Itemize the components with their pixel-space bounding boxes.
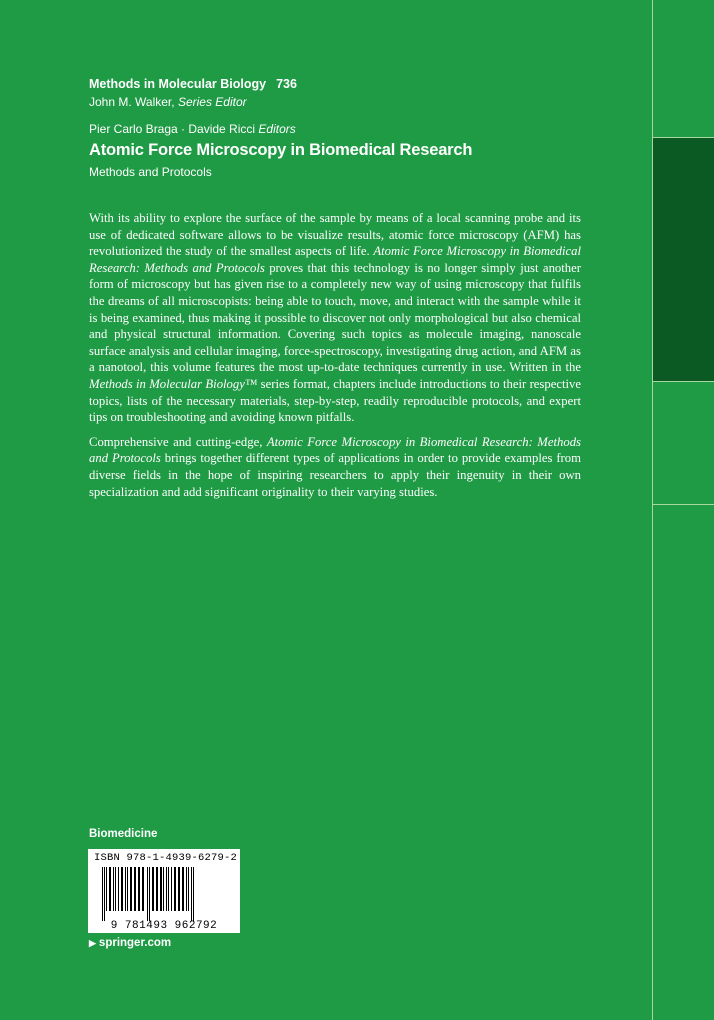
text-run: Comprehensive and cutting-edge, (89, 434, 267, 449)
series-number: 736 (276, 77, 297, 91)
editors (89, 122, 296, 136)
barcode-bar (147, 867, 148, 921)
barcode-bar (134, 867, 136, 911)
book-title: Atomic Force Microscopy in Biomedical Research (89, 141, 473, 159)
barcode-bar (168, 867, 169, 911)
publisher-link[interactable] (89, 937, 171, 949)
description (89, 210, 581, 508)
barcode-bar (156, 867, 158, 911)
italic-title-run: Atomic Force Microscopy in Biomedical Research: Methods and Protocols (89, 434, 581, 466)
barcode-bar (152, 867, 154, 911)
text-run: series format, chapters include introductions to their respective topics, lists of the necessary materials, step-by-step, readily reproducible protocols, and expert tips on troubleshooting and avoiding known pitfalls. (89, 376, 582, 425)
description-paragraph-2 (89, 434, 581, 500)
editors-role: Editors (258, 122, 296, 136)
series-editor-name: John M. Walker, (89, 95, 175, 109)
book-subtitle: Methods and Protocols (89, 165, 212, 179)
text-run: With its ability to explore the surface of the sample by means of a local scanning probe and its use of dedicated software allows to be visualize results, atomic force microscopy (AFM) has revolutionized the study of the smallest aspects of life. (89, 211, 581, 259)
barcode-bar (127, 867, 128, 911)
barcode-bar (121, 867, 123, 911)
italic-title-run: Methods in Molecular Biology™ (89, 376, 258, 391)
text-run: brings together different types of applications in order to provide examples from diverse fields in the hope of inspiring researchers to apply their ingenuity in their own specialization and add significant originality to their varying studies. (89, 451, 581, 499)
barcode-bar (160, 867, 162, 911)
barcode-bar (171, 867, 172, 911)
barcode-bar (174, 867, 176, 911)
barcode-bar (191, 867, 192, 921)
spine-rule (653, 504, 714, 505)
series-heading (89, 77, 297, 91)
barcode-bar (125, 867, 126, 911)
barcode-bar (193, 867, 194, 921)
barcode-bar (106, 867, 107, 911)
category-label: Biomedicine (89, 828, 158, 840)
barcode-bar (102, 867, 103, 921)
barcode-bar (178, 867, 180, 911)
isbn-text: ISBN 978-1-4939-6279-2 (94, 852, 238, 864)
editor-names: Pier Carlo Braga · Davide Ricci (89, 122, 256, 136)
barcode-bar (142, 867, 144, 911)
barcode-bar (186, 867, 187, 911)
barcode-bar (113, 867, 114, 911)
barcode-bar (188, 867, 189, 911)
isbn-barcode (88, 849, 240, 933)
text-run: proves that this technology is no longer simply just another form of microscopy but has given rise to a completely new way of using microscopy that fulfils the dreams of all microscopists: being able to touch, move, and interact with the sample while it is being examined, thus making it possible to discover not only morphological but also chemical and physical structural information. Covering such topics as molecule imaging, nanoscale surface analysis and cellular imaging, force-spectroscopy, investigating drug action, and AFM as a nanotool, this volume features the most up-to-date techniques currently in use. Written in the (89, 260, 581, 375)
barcode-bars (96, 867, 232, 921)
series-editor-role: Series Editor (177, 95, 247, 109)
series-name: Methods in Molecular Biology (89, 77, 267, 91)
barcode-bar (115, 867, 116, 911)
right-triangle-icon: ▶ (89, 938, 96, 948)
italic-title-run: Atomic Force Microscopy in Biomedical Research: Methods and Protocols (89, 244, 581, 275)
barcode-bar (104, 867, 105, 921)
spine-rule (653, 137, 714, 138)
barcode-bar (166, 867, 167, 911)
barcode-bar (149, 867, 150, 921)
spine-rule (653, 381, 714, 382)
series-editor (89, 95, 247, 109)
spine-dark-band (653, 137, 714, 381)
publisher-url: springer.com (98, 937, 172, 949)
barcode-bar (109, 867, 111, 911)
barcode-bar (118, 867, 119, 911)
barcode-digits: 9 781493 962792 (110, 920, 218, 932)
barcode-bar (163, 867, 164, 911)
barcode-bar (182, 867, 184, 911)
barcode-bar (138, 867, 140, 911)
barcode-bar (130, 867, 132, 911)
description-paragraph-1 (89, 210, 581, 426)
